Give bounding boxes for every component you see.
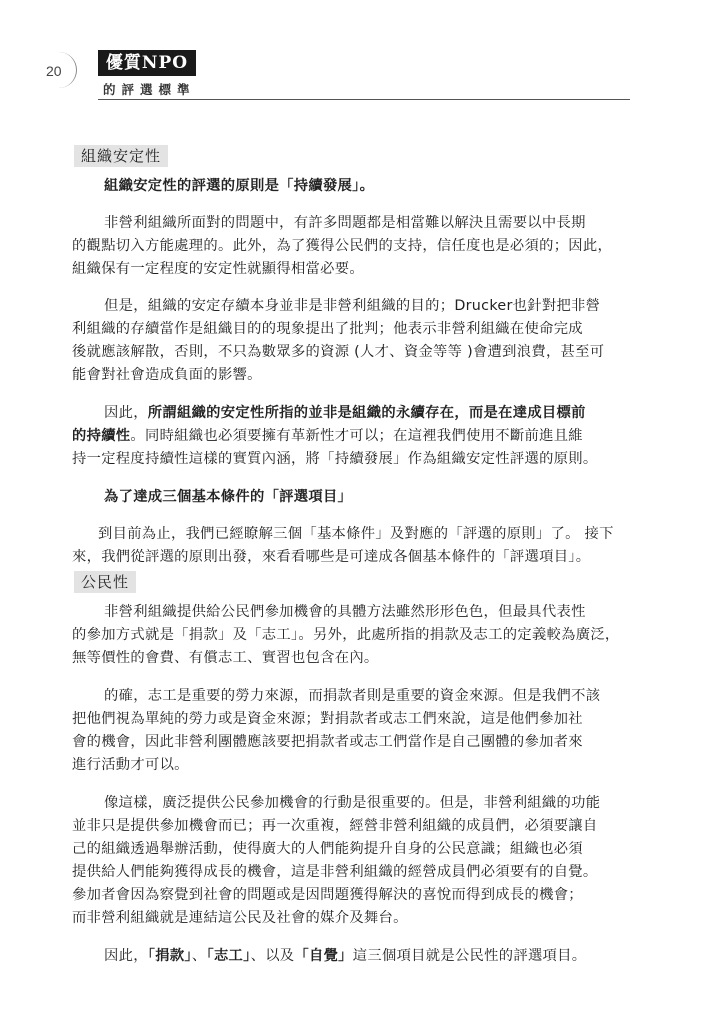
paragraph-line: 無等價性的會費、有償志工、實習也包含在內。 bbox=[72, 650, 379, 666]
paragraph-line: 會的機會，因此非營利團體應該要把捐款者或志工們當作是自己團體的參加者來 bbox=[72, 734, 583, 750]
paragraph-line: 參加者會因為察覺到社會的問題或是因問題獲得解決的喜悅而得到成長的機會； bbox=[72, 887, 583, 903]
emphasis-text: 的持續性 bbox=[72, 428, 131, 444]
subsection-heading: 為了達成三個基本條件的「評選項目」 bbox=[104, 489, 353, 505]
emphasis-text: 「志工」 bbox=[206, 948, 251, 964]
paragraph-line: 利組織的存續當作是組織目的的現象提出了批判；他表示非營利組織在使命完成 bbox=[72, 321, 583, 337]
header-divider bbox=[98, 99, 630, 100]
page-number: 20 bbox=[46, 63, 62, 79]
paragraph-line bbox=[104, 946, 638, 966]
paragraph-line: 到目前為止，我們已經瞭解三個「基本條件」及對應的「評選的原則」了。 接下 bbox=[98, 526, 614, 542]
text-run: 因此， bbox=[104, 948, 148, 964]
paragraph-line: 而非營利組織就是連結這公民及社會的媒介及舞台。 bbox=[72, 910, 408, 926]
paragraph-line: 像這樣，廣泛提供公民參加機會的行動是很重要的。但是，非營利組織的功能 bbox=[104, 795, 601, 811]
paragraph-line bbox=[72, 426, 638, 446]
emphasis-text: 「捐款」 bbox=[147, 948, 192, 964]
book-subtitle: 的評選標準 bbox=[103, 82, 196, 97]
text-run: 因此， bbox=[104, 405, 148, 421]
paragraph-line: 並非只是提供參加機會而已；再一次重複，經營非營利組織的成員們，必須要讓自 bbox=[72, 818, 598, 834]
book-title-logo: 優質NPO bbox=[98, 50, 196, 76]
text-run: 。同時組織也必須要擁有革新性才可以；在這裡我們使用不斷前進且維 bbox=[130, 428, 583, 444]
paragraph-line: 但是，組織的安定存續本身並非是非營利組織的目的；Drucker也針對把非營 bbox=[104, 298, 601, 314]
paragraph-line: 來，我們從評選的原則出發，來看看哪些是可達成各個基本條件的「評選項目」。 bbox=[72, 549, 591, 565]
paragraph-line: 能會對社會造成負面的影響。 bbox=[72, 367, 262, 383]
text-run: 、以及 bbox=[250, 948, 295, 964]
page-number-arc bbox=[56, 52, 77, 88]
section-heading-organizational-stability: 組織安定性 bbox=[74, 145, 168, 167]
principle-statement: 組織安定性的評選的原則是「持續發展」。 bbox=[104, 178, 375, 194]
paragraph-line bbox=[104, 403, 638, 423]
paragraph-line: 的參加方式就是「捐款」及「志工」。另外，此處所指的捐款及志工的定義較為廣泛， bbox=[72, 627, 620, 643]
text-run: 這三個項目就是公民性的評選項目。 bbox=[352, 948, 587, 964]
emphasis-text: 所謂組織的安定性所指的並非是組織的永續存在，而是在達成目標前 bbox=[147, 405, 586, 421]
paragraph-line: 的確，志工是重要的勞力來源，而捐款者則是重要的資金來源。但是我們不該 bbox=[104, 688, 601, 704]
paragraph-line: 後就應該解散，否則，不只為數眾多的資源 (人才、資金等等 )會遭到浪費，甚至可 bbox=[72, 344, 605, 360]
emphasis-text: 「自覺」 bbox=[294, 948, 353, 964]
paragraph-line: 持一定程度持續性這樣的實質內涵，將「持續發展」作為組織安定性評選的原則。 bbox=[72, 451, 598, 467]
paragraph-line: 組織保有一定程度的安定性就顯得相當必要。 bbox=[72, 261, 364, 277]
paragraph-line: 進行活動才可以。 bbox=[72, 757, 189, 773]
paragraph-line: 把他們視為單純的勞力或是資金來源；對捐款者或志工們來說，這是他們參加社 bbox=[72, 711, 583, 727]
paragraph-line: 的觀點切入方能處理的。此外，為了獲得公民們的支持，信任度也是必須的；因此， bbox=[72, 238, 613, 254]
paragraph-line: 非營利組織所面對的問題中，有許多問題都是相當難以解決且需要以中長期 bbox=[104, 215, 586, 231]
paragraph-line: 己的組織透過舉辦活動，使得廣大的人們能夠提升自身的公民意識；組織也必須 bbox=[72, 841, 583, 857]
section-heading-civic-nature: 公民性 bbox=[74, 571, 136, 593]
paragraph-line: 提供給人們能夠獲得成長的機會，這是非營利組織的經營成員們必須要有的自覺。 bbox=[72, 864, 598, 880]
text-run: 、 bbox=[191, 948, 207, 964]
paragraph-line: 非營利組織提供給公民們參加機會的具體方法雖然形形色色，但最具代表性 bbox=[104, 604, 586, 620]
